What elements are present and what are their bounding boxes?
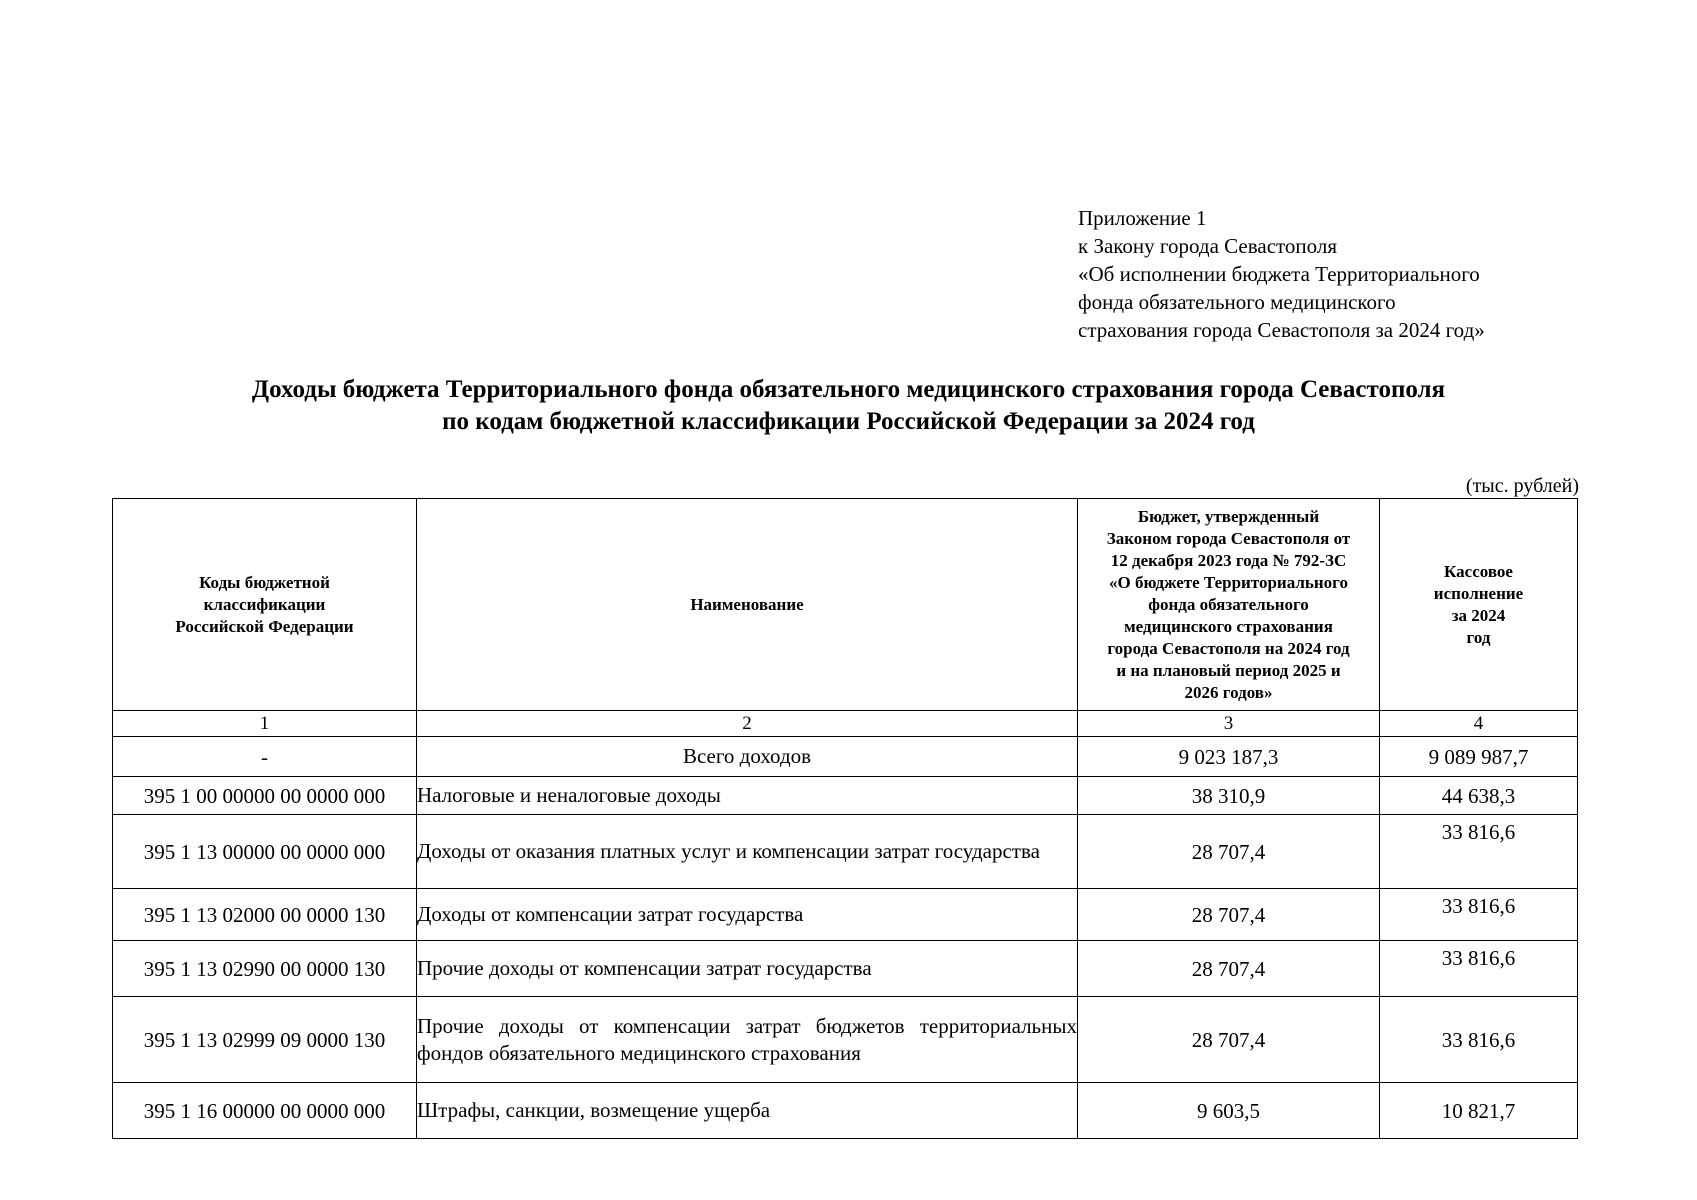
income-table (112, 498, 1578, 1139)
table-row (113, 777, 1578, 815)
row-name: Доходы от компенсации затрат государства (417, 889, 1078, 941)
header-name: Наименование (417, 499, 1078, 711)
row-actual: 9 089 987,7 (1380, 737, 1578, 777)
table-row (113, 997, 1578, 1083)
row-actual: 33 816,6 (1380, 889, 1578, 941)
column-number: 2 (417, 711, 1078, 737)
column-number-row (113, 711, 1578, 737)
row-budget: 38 310,9 (1078, 777, 1380, 815)
row-code: 395 1 13 02000 00 0000 130 (113, 889, 417, 941)
column-number: 4 (1380, 711, 1578, 737)
row-budget: 9 603,5 (1078, 1083, 1380, 1139)
document-title (0, 374, 1697, 438)
appendix-line: фонда обязательного медицинского (1078, 290, 1396, 314)
row-actual: 44 638,3 (1380, 777, 1578, 815)
row-code: - (113, 737, 417, 777)
row-code: 395 1 13 00000 00 0000 000 (113, 815, 417, 889)
row-actual: 10 821,7 (1380, 1083, 1578, 1139)
appendix-line: страхования города Севастополя за 2024 год» (1078, 318, 1485, 342)
table-row (113, 815, 1578, 889)
table-row (113, 737, 1578, 777)
row-budget: 9 023 187,3 (1078, 737, 1380, 777)
row-name: Всего доходов (417, 737, 1078, 777)
header-actual: Кассовое исполнение за 2024 год (1380, 499, 1578, 711)
row-budget: 28 707,4 (1078, 997, 1380, 1083)
row-actual: 33 816,6 (1380, 997, 1578, 1083)
row-actual: 33 816,6 (1380, 815, 1578, 889)
title-line-1: Доходы бюджета Территориального фонда обязательного медицинского страхования города Севастополя (251, 376, 1446, 403)
column-number: 1 (113, 711, 417, 737)
header-code: Коды бюджетной классификации Российской Федерации (113, 499, 417, 711)
row-name: Доходы от оказания платных услуг и компенсации затрат государства (417, 815, 1078, 889)
row-code: 395 1 16 00000 00 0000 000 (113, 1083, 417, 1139)
table-row (113, 889, 1578, 941)
appendix-line: «Об исполнении бюджета Территориального (1078, 262, 1480, 286)
row-budget: 28 707,4 (1078, 941, 1380, 997)
row-name: Штрафы, санкции, возмещение ущерба (417, 1083, 1078, 1139)
header-budget: Бюджет, утвержденный Законом города Севастополя от 12 декабря 2023 года № 792-ЗС «О бюджете Территориального фонда обязательного медицинского страхования города Севастополя на 2024 год и на плановый период 2025 и 2026 годов» (1078, 499, 1380, 711)
title-line-2: по кодам бюджетной классификации Российской Федерации за 2024 год (442, 408, 1255, 435)
table-row (113, 1083, 1578, 1139)
row-budget: 28 707,4 (1078, 815, 1380, 889)
row-code: 395 1 00 00000 00 0000 000 (113, 777, 417, 815)
row-code: 395 1 13 02999 09 0000 130 (113, 997, 417, 1083)
appendix-note (1078, 204, 1485, 344)
row-budget: 28 707,4 (1078, 889, 1380, 941)
row-code: 395 1 13 02990 00 0000 130 (113, 941, 417, 997)
row-name: Прочие доходы от компенсации затрат государства (417, 941, 1078, 997)
row-name: Налоговые и неналоговые доходы (417, 777, 1078, 815)
appendix-line: Приложение 1 (1078, 206, 1207, 230)
units-note: (тыс. рублей) (1465, 475, 1579, 497)
row-name: Прочие доходы от компенсации затрат бюджетов территориальных фондов обязательного медицинского страхования (417, 997, 1078, 1083)
row-actual: 33 816,6 (1380, 941, 1578, 997)
column-number: 3 (1078, 711, 1380, 737)
table-row (113, 941, 1578, 997)
table-header-row (113, 499, 1578, 711)
appendix-line: к Закону города Севастополя (1078, 234, 1338, 258)
